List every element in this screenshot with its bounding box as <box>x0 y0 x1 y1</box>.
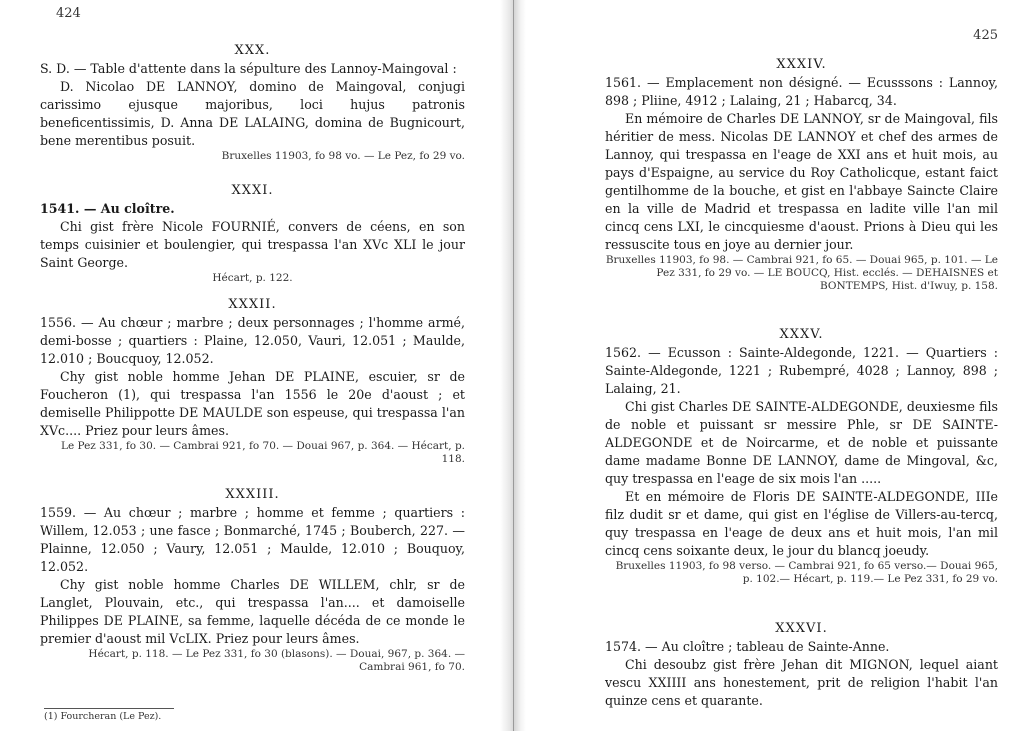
entry-heading: XXXIII. <box>225 487 280 502</box>
entry-heading: XXXI. <box>231 183 274 198</box>
left-page <box>0 0 505 731</box>
entry-xxxvi <box>605 620 998 710</box>
entry-ref: Hécart, p. 118. — Le Pez 331, fo 30 (blasons). — Douai, 967, p. 364. — Cambrai 961, fo 70. <box>88 648 465 673</box>
entry-intro: 1556. — Au chœur ; marbre ; deux personnages ; l'homme armé, demi-bosse ; quartiers : Plaine, 12.050, Vauri, 12.051 ; Maulde, 12.010 ; Boucquoy, 12.052. <box>40 315 465 366</box>
entry-intro: 1561. — Emplacement non désigné. — Ecusssons : Lannoy, 898 ; Pliine, 4912 ; Lalaing, 21 ; Habarcq, 34. <box>605 75 998 108</box>
entry-body: Chy gist noble homme Jehan DE PLAINE, escuier, sr de Foucheron (1), qui trespassa l'an 1556 le 20e d'aoust ; et demiselle Philippotte DE MAULDE son espeuse, qui trespassa l'an XVc.... Priez pour leurs âmes. <box>40 369 465 438</box>
entry-xxxi <box>40 182 465 285</box>
entry-heading: XXXV. <box>779 327 824 342</box>
page-number-right: 425 <box>973 28 998 43</box>
entry-body-2: Et en mémoire de Floris DE SAINTE-ALDEGONDE, IIIe filz dudit sr et dame, qui gist en l'église de Villers-au-tercq, quy trespassa en l'eage de deux ans et huit mois, l'an mil cincq cens soixante deux, le jour du blancq joeudy. <box>605 489 998 558</box>
entry-body: Chy gist noble homme Charles DE WILLEM, chlr, sr de Langlet, Plouvain, etc., qui trespassa l'an.... et damoiselle Philippes DE PLAINE, sa femme, laquelle décéda de ce monde le premier d'aoust mil VcLIX. Priez pour leurs âmes. <box>40 577 465 646</box>
entry-intro: 1541. — Au cloître. <box>40 201 175 216</box>
entry-intro: 1574. — Au cloître ; tableau de Sainte-Anne. <box>605 639 890 654</box>
entry-heading: XXX. <box>234 43 271 58</box>
entry-body: Chi gist frère Nicole FOURNIÉ, convers de céens, en son temps cuisinier et boulengier, qui trespassa l'an XVc XLI le jour Saint George. <box>40 219 465 270</box>
entry-body: D. Nicolao DE LANNOY, domino de Maingoval, conjugi carissimo ejusque majoribus, loci hujus patronis beneficentissimis, D. Anna DE LALAING, domina de Bugnicourt, bene merentibus posuit. <box>40 79 465 148</box>
entry-intro: S. D. — Table d'attente dans la sépulture des Lannoy-Maingoval : <box>40 61 457 76</box>
footnote: (1) Fourcheran (Le Pez). <box>44 708 174 722</box>
entry-ref: Hécart, p. 122. <box>212 272 293 284</box>
entry-ref: Bruxelles 11903, fo 98 vo. — Le Pez, fo 29 vo. <box>221 150 465 162</box>
entry-ref: Bruxelles 11903, fo 98 verso. — Cambrai 921, fo 65 verso.— Douai 965, p. 102.— Hécart, p. 119.— Le Pez 331, fo 29 vo. <box>615 560 998 585</box>
entry-xxxiv <box>605 56 998 293</box>
entry-ref: Bruxelles 11903, fo 98. — Cambrai 921, fo 65. — Douai 965, p. 101. — Le Pez 331, fo 29 vo. — LE BOUCQ, Hist. ecclés. — DEHAISNES et BONTEMPS, Hist. d'Iwuy, p. 158. <box>605 254 998 292</box>
entry-body: Chi desoubz gist frère Jehan dit MIGNON, lequel aiant vescu XXIIII ans honestement, prit de religion l'habit l'an quinze cens et quarante. <box>605 657 998 708</box>
entry-body: Chi gist Charles DE SAINTE-ALDEGONDE, deuxiesme fils de noble et puissant sr messire Phle, sr DE SAINTE-ALDEGONDE et de Noircarme, et de noble et puissante dame madame Bonne DE LANNOY, dame de Mingoval, &c, quy trespassa en l'eage de six mois l'an ..... <box>605 399 998 486</box>
entry-intro: 1562. — Ecusson : Sainte-Aldegonde, 1221. — Quartiers : Sainte-Aldegonde, 1221 ; Rubempré, 4028 ; Lannoy, 898 ; Lalaing, 21. <box>605 345 998 396</box>
entry-heading: XXXVI. <box>775 621 828 636</box>
entry-xxxii <box>40 296 465 466</box>
page-number-left: 424 <box>56 6 81 21</box>
entry-ref: Le Pez 331, fo 30. — Cambrai 921, fo 70. — Douai 967, p. 364. — Hécart, p. 118. <box>60 440 465 465</box>
entry-xxxiii <box>40 486 465 674</box>
entry-xxx <box>40 42 465 163</box>
entry-heading: XXXII. <box>228 297 277 312</box>
entry-intro: 1559. — Au chœur ; marbre ; homme et femme ; quartiers : Willem, 12.053 ; une fasce ; Bonmarché, 1745 ; Bouberch, 227. — Plainne, 12.050 ; Vaury, 12.051 ; Maulde, 12.010 ; Bouquoy, 12.052. <box>40 505 465 574</box>
right-page <box>505 0 1024 731</box>
entry-heading: XXXIV. <box>776 57 827 72</box>
entry-xxxv <box>605 326 998 586</box>
entry-body: En mémoire de Charles DE LANNOY, sr de Maingoval, fils héritier de mess. Nicolas DE LANNOY et chef des armes de Lannoy, qui trespassa en l'eage de XXI ans et huit mois, au pays d'Espaigne, au service du Roy Catholicque, estant faict gentilhomme de la bouche, et gist en l'abbaye Saincte Claire en la ville de Madrid et trespassa en ladite ville l'an mil cincq cens LXI, le cincquiesme d'aoust. Prions à Dieu qui les ressuscite tous en joye au dernier jour. <box>605 111 998 252</box>
